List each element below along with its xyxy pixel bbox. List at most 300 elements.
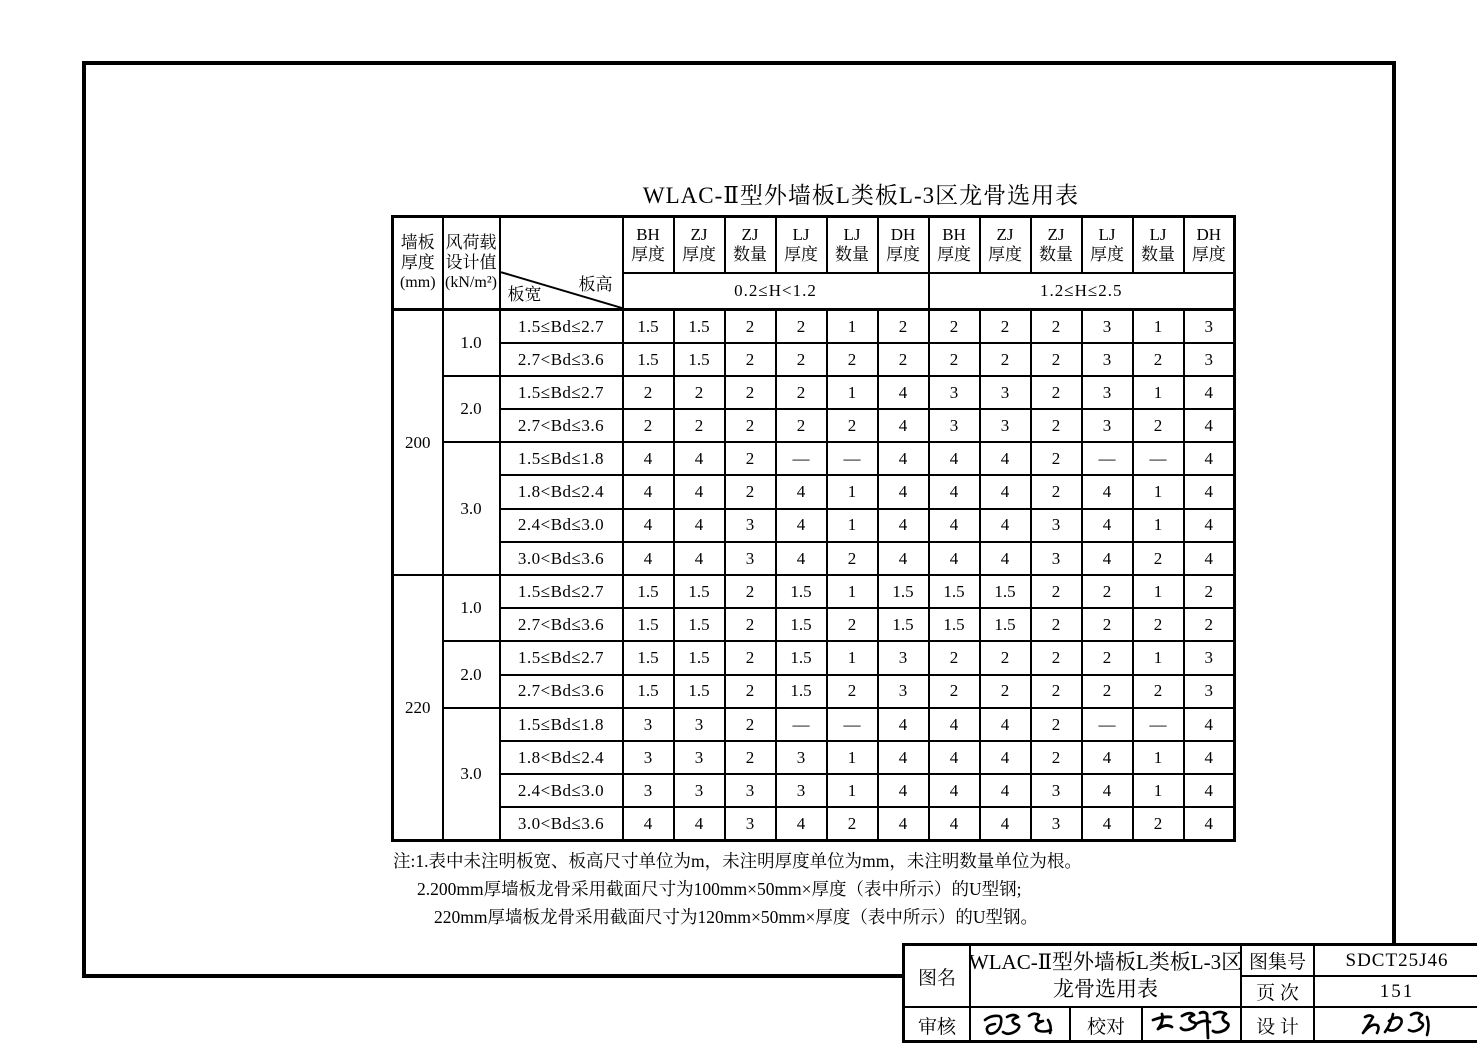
value-cell: 4	[878, 741, 929, 774]
thickness-cell: 220	[393, 575, 443, 841]
table-row	[393, 807, 1235, 840]
value-cell: 2	[1082, 675, 1133, 708]
value-cell: 4	[623, 442, 674, 475]
value-cell: 4	[776, 542, 827, 575]
value-cell: 4	[878, 774, 929, 807]
value-cell: 2	[623, 409, 674, 442]
wind-load-cell: 3.0	[443, 708, 500, 841]
value-cell: 3	[929, 376, 980, 409]
value-cell: 4	[980, 442, 1031, 475]
wind-load-cell: 2.0	[443, 641, 500, 707]
value-cell: 2	[725, 741, 776, 774]
value-cell: 4	[929, 741, 980, 774]
value-cell: 4	[980, 509, 1031, 542]
value-cell: 1.5	[878, 575, 929, 608]
value-cell: 4	[878, 442, 929, 475]
value-cell: 1.5	[674, 575, 725, 608]
value-cell: —	[776, 708, 827, 741]
col-header-line: ZJ	[996, 224, 1014, 244]
bd-range-cell: 1.5≤Bd≤1.8	[500, 708, 623, 741]
value-cell: 2	[725, 608, 776, 641]
value-cell: 4	[1184, 376, 1235, 409]
value-cell: 3	[674, 774, 725, 807]
value-cell: 2	[1031, 409, 1082, 442]
value-cell: 2	[725, 575, 776, 608]
value-cell: 4	[674, 509, 725, 542]
col-header-line: 数量	[733, 244, 767, 264]
value-cell: 4	[929, 774, 980, 807]
value-cell: 2	[1031, 310, 1082, 343]
bd-range-cell: 3.0<Bd≤3.6	[500, 542, 623, 575]
value-cell: 4	[1082, 774, 1133, 807]
notes	[393, 847, 1082, 931]
value-cell: 2	[980, 675, 1031, 708]
value-cell: 2	[929, 641, 980, 674]
value-cell: 4	[980, 741, 1031, 774]
wind-load-cell: 3.0	[443, 442, 500, 575]
value-cell: 2	[827, 807, 878, 840]
value-cell: 3	[1031, 542, 1082, 575]
value-cell: 4	[1184, 409, 1235, 442]
value-cell: 3	[776, 774, 827, 807]
value-cell: 4	[980, 774, 1031, 807]
value-cell: 4	[1184, 509, 1235, 542]
bd-range-cell: 1.5≤Bd≤1.8	[500, 442, 623, 475]
value-cell: 2	[776, 343, 827, 376]
value-cell: 1.5	[674, 343, 725, 376]
value-cell: 3	[725, 774, 776, 807]
dims-diagonal-cell	[500, 217, 623, 310]
value-cell: 2	[827, 343, 878, 376]
value-cell: 2	[980, 641, 1031, 674]
value-cell: 1.5	[776, 575, 827, 608]
value-cell: 1.5	[623, 675, 674, 708]
header-line: (mm)	[399, 274, 436, 291]
value-cell: 2	[725, 409, 776, 442]
value-cell: 4	[623, 807, 674, 840]
col-header-line: LJ	[1149, 224, 1167, 244]
value-cell: 4	[674, 807, 725, 840]
col-header-line: DH	[1196, 224, 1222, 244]
col-header-cell	[1082, 217, 1133, 273]
value-cell: 4	[929, 475, 980, 508]
value-cell: 1	[1133, 575, 1184, 608]
value-cell: 3	[980, 376, 1031, 409]
value-cell: 1	[1133, 310, 1184, 343]
value-cell: 1	[1133, 376, 1184, 409]
bd-range-cell: 2.7<Bd≤3.6	[500, 343, 623, 376]
drawing-name-label: 图名	[905, 946, 971, 1006]
value-cell: 1.5	[674, 310, 725, 343]
board-height-label: 板高	[578, 275, 613, 294]
col-header-cell	[878, 217, 929, 273]
value-cell: 3	[623, 741, 674, 774]
proofreader-signature	[1143, 1006, 1242, 1042]
value-cell: 2	[929, 310, 980, 343]
value-cell: 1.5	[776, 675, 827, 708]
value-cell: 3	[1184, 675, 1235, 708]
bd-range-cell: 1.5≤Bd≤2.7	[500, 575, 623, 608]
col-header-line: LJ	[843, 224, 861, 244]
value-cell: 1	[827, 774, 878, 807]
header-row-1	[393, 217, 1235, 273]
table-row	[393, 509, 1235, 542]
value-cell: 2	[1031, 741, 1082, 774]
value-cell: 1	[827, 641, 878, 674]
value-cell: 3	[878, 675, 929, 708]
value-cell: 2	[674, 409, 725, 442]
table-row	[393, 475, 1235, 508]
value-cell: 4	[878, 542, 929, 575]
bd-range-cell: 1.5≤Bd≤2.7	[500, 310, 623, 343]
col-header-cell	[1031, 217, 1082, 273]
value-cell: 4	[1184, 774, 1235, 807]
value-cell: 4	[929, 442, 980, 475]
col-header-line: 数量	[1141, 244, 1175, 264]
col-header-line: ZJ	[1047, 224, 1065, 244]
value-cell: 3	[980, 409, 1031, 442]
header-line: 墙板	[400, 233, 435, 252]
value-cell: 2	[1133, 807, 1184, 840]
value-cell: 4	[878, 376, 929, 409]
value-cell: 2	[1082, 608, 1133, 641]
reviewer-signature	[971, 1006, 1071, 1042]
value-cell: 2	[674, 376, 725, 409]
bd-range-cell: 1.8<Bd≤2.4	[500, 475, 623, 508]
value-cell: 4	[929, 807, 980, 840]
col-header-line: 厚度	[784, 244, 818, 264]
value-cell: 1.5	[776, 641, 827, 674]
value-cell: 3	[1184, 343, 1235, 376]
table-row	[393, 608, 1235, 641]
value-cell: 2	[929, 675, 980, 708]
header-line: 设计值	[445, 253, 497, 272]
value-cell: 2	[725, 708, 776, 741]
col-header-line: 厚度	[1191, 244, 1226, 264]
value-cell: 2	[776, 376, 827, 409]
value-cell: 1.5	[929, 575, 980, 608]
bd-range-cell: 1.5≤Bd≤2.7	[500, 376, 623, 409]
table-row	[393, 376, 1235, 409]
title-block	[902, 943, 1477, 1043]
table-row	[393, 708, 1235, 741]
value-cell: 1.5	[674, 675, 725, 708]
value-cell: 3	[929, 409, 980, 442]
value-cell: 4	[878, 708, 929, 741]
page-number-label: 页 次	[1242, 977, 1315, 1006]
value-cell: 1.5	[623, 608, 674, 641]
value-cell: 4	[929, 708, 980, 741]
value-cell: 2	[776, 409, 827, 442]
wind-load-cell: 1.0	[443, 575, 500, 641]
value-cell: 1	[827, 310, 878, 343]
drawing-name-line2: 龙骨选用表	[1053, 977, 1158, 1001]
value-cell: 2	[1133, 542, 1184, 575]
value-cell: 3	[674, 708, 725, 741]
value-cell: 2	[1184, 608, 1235, 641]
value-cell: 1	[827, 575, 878, 608]
value-cell: 3	[623, 708, 674, 741]
value-cell: 4	[929, 542, 980, 575]
note-line: 220mm厚墙板龙骨采用截面尺寸为120mm×50mm×厚度（表中所示）的U型钢。	[434, 907, 1039, 927]
value-cell: 2	[1031, 376, 1082, 409]
value-cell: 1	[1133, 475, 1184, 508]
col-header-cell	[1133, 217, 1184, 273]
value-cell: 2	[929, 343, 980, 376]
value-cell: 2	[827, 409, 878, 442]
col-header-line: 厚度	[631, 244, 665, 264]
value-cell: 3	[1082, 409, 1133, 442]
designer-signature	[1315, 1006, 1477, 1042]
wind-load-cell: 2.0	[443, 376, 500, 442]
value-cell: —	[776, 442, 827, 475]
value-cell: 1	[1133, 509, 1184, 542]
reviewer-label: 审核	[905, 1006, 971, 1042]
value-cell: 2	[1031, 608, 1082, 641]
col-header-cell	[776, 217, 827, 273]
note-line: 2.200mm厚墙板龙骨采用截面尺寸为100mm×50mm×厚度（表中所示）的U型钢;	[417, 879, 1022, 899]
value-cell: 2	[827, 675, 878, 708]
value-cell: 4	[776, 807, 827, 840]
value-cell: 4	[674, 542, 725, 575]
col-header-cell	[929, 217, 980, 273]
value-cell: 2	[1031, 343, 1082, 376]
value-cell: 4	[1082, 741, 1133, 774]
value-cell: 2	[1082, 641, 1133, 674]
col-header-line: LJ	[792, 224, 810, 244]
col-header-line: ZJ	[690, 224, 708, 244]
value-cell: 2	[623, 376, 674, 409]
value-cell: 2	[827, 542, 878, 575]
bd-range-cell: 2.7<Bd≤3.6	[500, 675, 623, 708]
value-cell: 2	[878, 343, 929, 376]
value-cell: 2	[1031, 475, 1082, 508]
table-body	[393, 310, 1235, 841]
value-cell: 4	[623, 509, 674, 542]
col-header-line: 数量	[835, 244, 869, 264]
col-header-cell	[1184, 217, 1235, 273]
value-cell: 1.5	[623, 575, 674, 608]
col-header-cell	[623, 217, 674, 273]
value-cell: 4	[1082, 542, 1133, 575]
value-cell: 3	[1031, 774, 1082, 807]
page-number: 151	[1379, 980, 1415, 1002]
bd-range-cell: 2.7<Bd≤3.6	[500, 608, 623, 641]
value-cell: 4	[776, 509, 827, 542]
designer-label: 设 计	[1242, 1006, 1315, 1042]
page-title: WLAC-Ⅱ型外墙板L类板L-3区龙骨选用表	[642, 183, 1080, 208]
table-row	[393, 542, 1235, 575]
value-cell: —	[827, 442, 878, 475]
value-cell: 2	[725, 442, 776, 475]
value-cell: 2	[980, 310, 1031, 343]
col-header-cell	[827, 217, 878, 273]
value-cell: 3	[776, 741, 827, 774]
drawing-name-line1: WLAC-Ⅱ型外墙板L类板L-3区	[968, 950, 1243, 974]
atlas-number-label: 图集号	[1242, 946, 1315, 977]
value-cell: 1.5	[776, 608, 827, 641]
value-cell: 2	[1031, 575, 1082, 608]
col-header-line: 厚度	[937, 244, 971, 264]
table-row	[393, 575, 1235, 608]
value-cell: —	[1133, 442, 1184, 475]
value-cell: 4	[980, 542, 1031, 575]
table-row	[393, 774, 1235, 807]
value-cell: 4	[980, 807, 1031, 840]
value-cell: 2	[725, 343, 776, 376]
value-cell: 4	[929, 509, 980, 542]
table-row	[393, 641, 1235, 674]
value-cell: 3	[878, 641, 929, 674]
value-cell: 4	[623, 542, 674, 575]
drawing-border	[82, 61, 1449, 1038]
value-cell: 2	[1184, 575, 1235, 608]
value-cell: 2	[725, 641, 776, 674]
header-line: 厚度	[400, 253, 435, 272]
value-cell: 2	[725, 310, 776, 343]
value-cell: 3	[1082, 376, 1133, 409]
value-cell: 1.5	[980, 575, 1031, 608]
value-cell: 1.5	[623, 310, 674, 343]
table-row	[393, 310, 1235, 343]
bd-range-cell: 2.4<Bd≤3.0	[500, 774, 623, 807]
value-cell: 2	[776, 310, 827, 343]
table-row	[393, 442, 1235, 475]
value-cell: 2	[725, 376, 776, 409]
value-cell: 2	[1133, 343, 1184, 376]
board-width-label: 板宽	[507, 285, 542, 305]
value-cell: 3	[674, 741, 725, 774]
value-cell: 2	[1133, 409, 1184, 442]
value-cell: 4	[1184, 708, 1235, 741]
thickness-cell: 200	[393, 310, 443, 576]
value-cell: 1	[827, 509, 878, 542]
col-header-line: 厚度	[1090, 244, 1124, 264]
value-cell: 4	[1184, 542, 1235, 575]
keel-selection-table	[391, 215, 1236, 842]
header-line: (kN/m²)	[445, 274, 497, 291]
value-cell: 4	[980, 708, 1031, 741]
value-cell: 1	[827, 475, 878, 508]
value-cell: 4	[1082, 509, 1133, 542]
value-cell: 1	[827, 376, 878, 409]
value-cell: 1.5	[674, 641, 725, 674]
col-header-line: BH	[942, 224, 966, 244]
header-line: 风荷载	[445, 233, 497, 252]
value-cell: 1	[1133, 741, 1184, 774]
col-header-line: 厚度	[988, 244, 1022, 264]
value-cell: 1.5	[674, 608, 725, 641]
atlas-number: SDCT25J46	[1315, 946, 1477, 977]
value-cell: 2	[980, 343, 1031, 376]
value-cell: 3	[623, 774, 674, 807]
value-cell: 4	[1082, 807, 1133, 840]
value-cell: 2	[1031, 708, 1082, 741]
col-header-cell	[725, 217, 776, 273]
value-cell: 3	[1184, 641, 1235, 674]
bd-range-cell: 2.4<Bd≤3.0	[500, 509, 623, 542]
value-cell: 2	[1031, 442, 1082, 475]
value-cell: 3	[1082, 343, 1133, 376]
value-cell: 3	[1031, 807, 1082, 840]
value-cell: —	[1133, 708, 1184, 741]
value-cell: 4	[1184, 741, 1235, 774]
col-header-line: 厚度	[886, 244, 920, 264]
col-header-cell	[980, 217, 1031, 273]
value-cell: 1.5	[929, 608, 980, 641]
value-cell: 3	[1031, 509, 1082, 542]
thickness-header-cell	[393, 217, 443, 310]
value-cell: 3	[725, 509, 776, 542]
bd-range-cell: 1.5≤Bd≤2.7	[500, 641, 623, 674]
value-cell: 4	[1184, 475, 1235, 508]
note-line: 注:1.表中未注明板宽、板高尺寸单位为m，未注明厚度单位为mm，未注明数量单位为根。	[393, 851, 1082, 871]
windload-header-cell	[443, 217, 500, 310]
bd-range-cell: 2.7<Bd≤3.6	[500, 409, 623, 442]
height-band-cell: 1.2≤H≤2.5	[929, 273, 1235, 310]
bd-range-cell: 3.0<Bd≤3.6	[500, 807, 623, 840]
value-cell: 3	[1082, 310, 1133, 343]
value-cell: 2	[1031, 641, 1082, 674]
value-cell: 3	[725, 542, 776, 575]
value-cell: 1	[827, 741, 878, 774]
value-cell: 1.5	[623, 641, 674, 674]
value-cell: 3	[1184, 310, 1235, 343]
table-row	[393, 741, 1235, 774]
value-cell: 1.5	[623, 343, 674, 376]
value-cell: 4	[1184, 442, 1235, 475]
value-cell: 4	[878, 409, 929, 442]
col-header-line: LJ	[1098, 224, 1116, 244]
value-cell: 4	[878, 475, 929, 508]
value-cell: 3	[725, 807, 776, 840]
value-cell: 1.5	[878, 608, 929, 641]
value-cell: 1	[1133, 641, 1184, 674]
value-cell: 2	[725, 675, 776, 708]
height-band-cell: 0.2≤H<1.2	[623, 273, 929, 310]
value-cell: 4	[623, 475, 674, 508]
value-cell: 1	[1133, 774, 1184, 807]
value-cell: 2	[878, 310, 929, 343]
value-cell: 4	[980, 475, 1031, 508]
value-cell: 2	[1133, 608, 1184, 641]
value-cell: 2	[1031, 675, 1082, 708]
value-cell: 2	[1133, 675, 1184, 708]
proofreader-label: 校对	[1071, 1006, 1143, 1042]
value-cell: 2	[725, 475, 776, 508]
value-cell: 4	[1082, 475, 1133, 508]
value-cell: —	[1082, 708, 1133, 741]
table-header	[393, 217, 1235, 310]
col-header-line: BH	[636, 224, 660, 244]
table-row	[393, 343, 1235, 376]
drawing-name	[968, 946, 1243, 1006]
bd-range-cell: 1.8<Bd≤2.4	[500, 741, 623, 774]
value-cell: 2	[1082, 575, 1133, 608]
value-cell: 4	[1184, 807, 1235, 840]
value-cell: 2	[827, 608, 878, 641]
value-cell: 4	[674, 442, 725, 475]
value-cell: 4	[674, 475, 725, 508]
wind-load-cell: 1.0	[443, 310, 500, 376]
col-header-line: DH	[890, 224, 916, 244]
col-header-line: 数量	[1039, 244, 1073, 264]
col-header-line: 厚度	[682, 244, 716, 264]
value-cell: —	[1082, 442, 1133, 475]
value-cell: 4	[878, 807, 929, 840]
value-cell: —	[827, 708, 878, 741]
value-cell: 4	[776, 475, 827, 508]
